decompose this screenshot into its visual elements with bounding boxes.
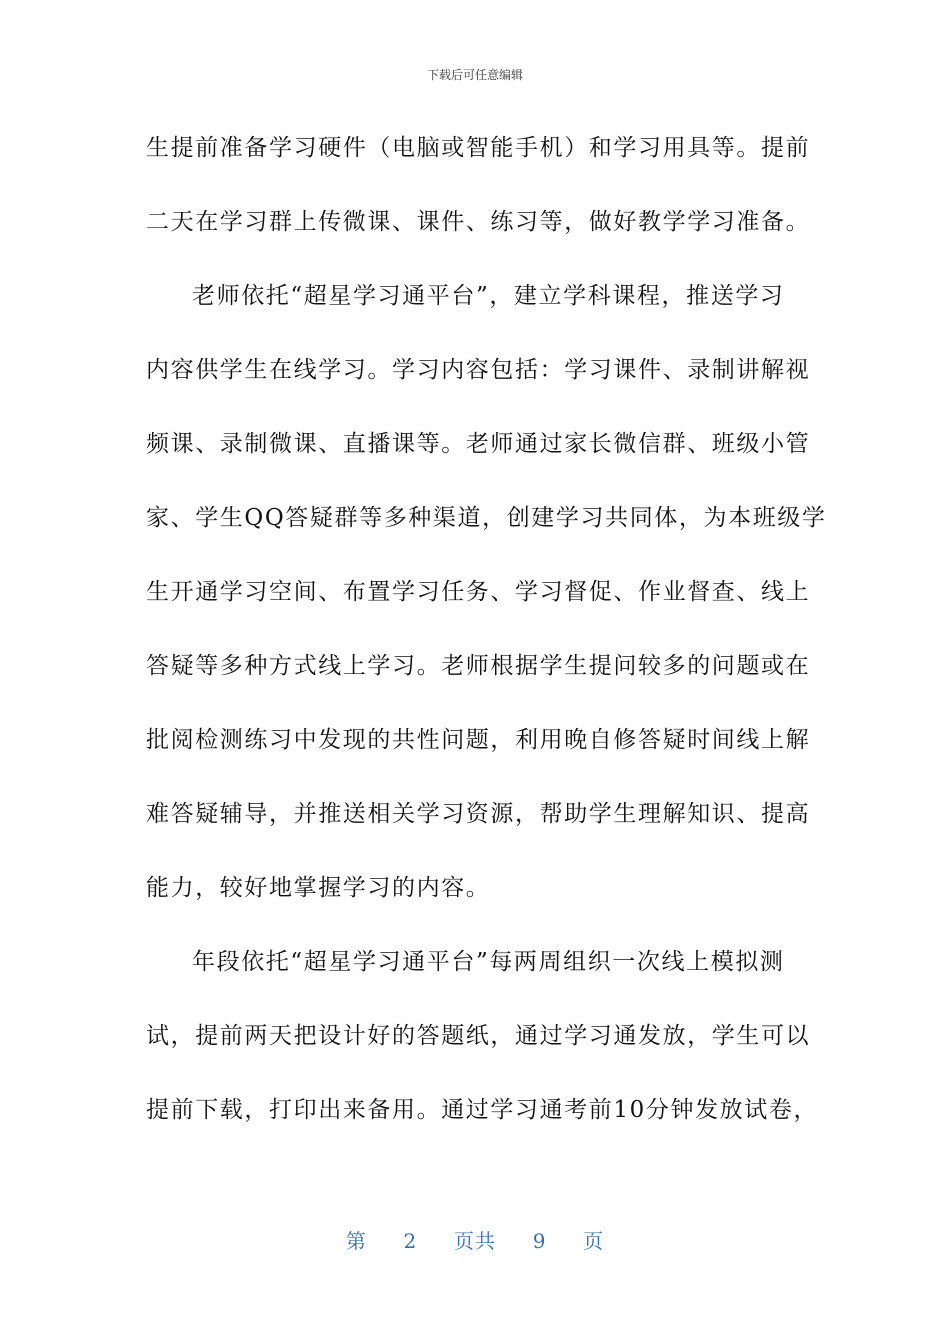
text-line: 内容供学生在线学习。学习内容包括：学习课件、录制讲解视 — [146, 357, 811, 383]
text-line: 频课、录制微课、直播课等。老师通过家长微信群、班级小管 — [146, 431, 811, 457]
page-header: 下载后可任意编辑 — [426, 68, 523, 82]
page-footer — [0, 1225, 950, 1254]
text-line: 生开通学习空间、布置学习任务、学习督促、作业督查、线上 — [146, 579, 811, 605]
footer-prefix: 第 — [345, 1229, 367, 1253]
text-line: 试，提前两天把设计好的答题纸，通过学习通发放，学生可以 — [146, 1023, 811, 1049]
text-line: 家、学生QQ答疑群等多种渠道，创建学习共同体，为本班级学 — [146, 505, 827, 531]
paragraph-start-line: 年段依托“超星学习通平台”每两周组织一次线上模拟测 — [192, 949, 785, 975]
total-pages-number: 9 — [532, 1229, 547, 1253]
paragraph-start-line: 老师依托“超星学习通平台”，建立学科课程，推送学习 — [192, 283, 785, 309]
text-line: 能力，较好地掌握学习的内容。 — [146, 875, 491, 901]
current-page-number: 2 — [403, 1229, 418, 1253]
text-line: 提前下载，打印出来备用。通过学习通考前10分钟发放试卷， — [146, 1097, 819, 1123]
text-line: 答疑等多种方式线上学习。老师根据学生提问较多的问题或在 — [146, 653, 811, 679]
text-line: 二天在学习群上传微课、课件、练习等，做好教学学习准备。 — [146, 209, 811, 235]
text-line: 批阅检测练习中发现的共性问题，利用晚自修答疑时间线上解 — [146, 727, 811, 753]
text-line: 生提前准备学习硬件（电脑或智能手机）和学习用具等。提前 — [146, 135, 811, 161]
footer-suffix: 页 — [583, 1229, 605, 1253]
footer-middle: 页共 — [454, 1229, 496, 1253]
text-line: 难答疑辅导，并推送相关学习资源，帮助学生理解知识、提高 — [146, 801, 811, 827]
